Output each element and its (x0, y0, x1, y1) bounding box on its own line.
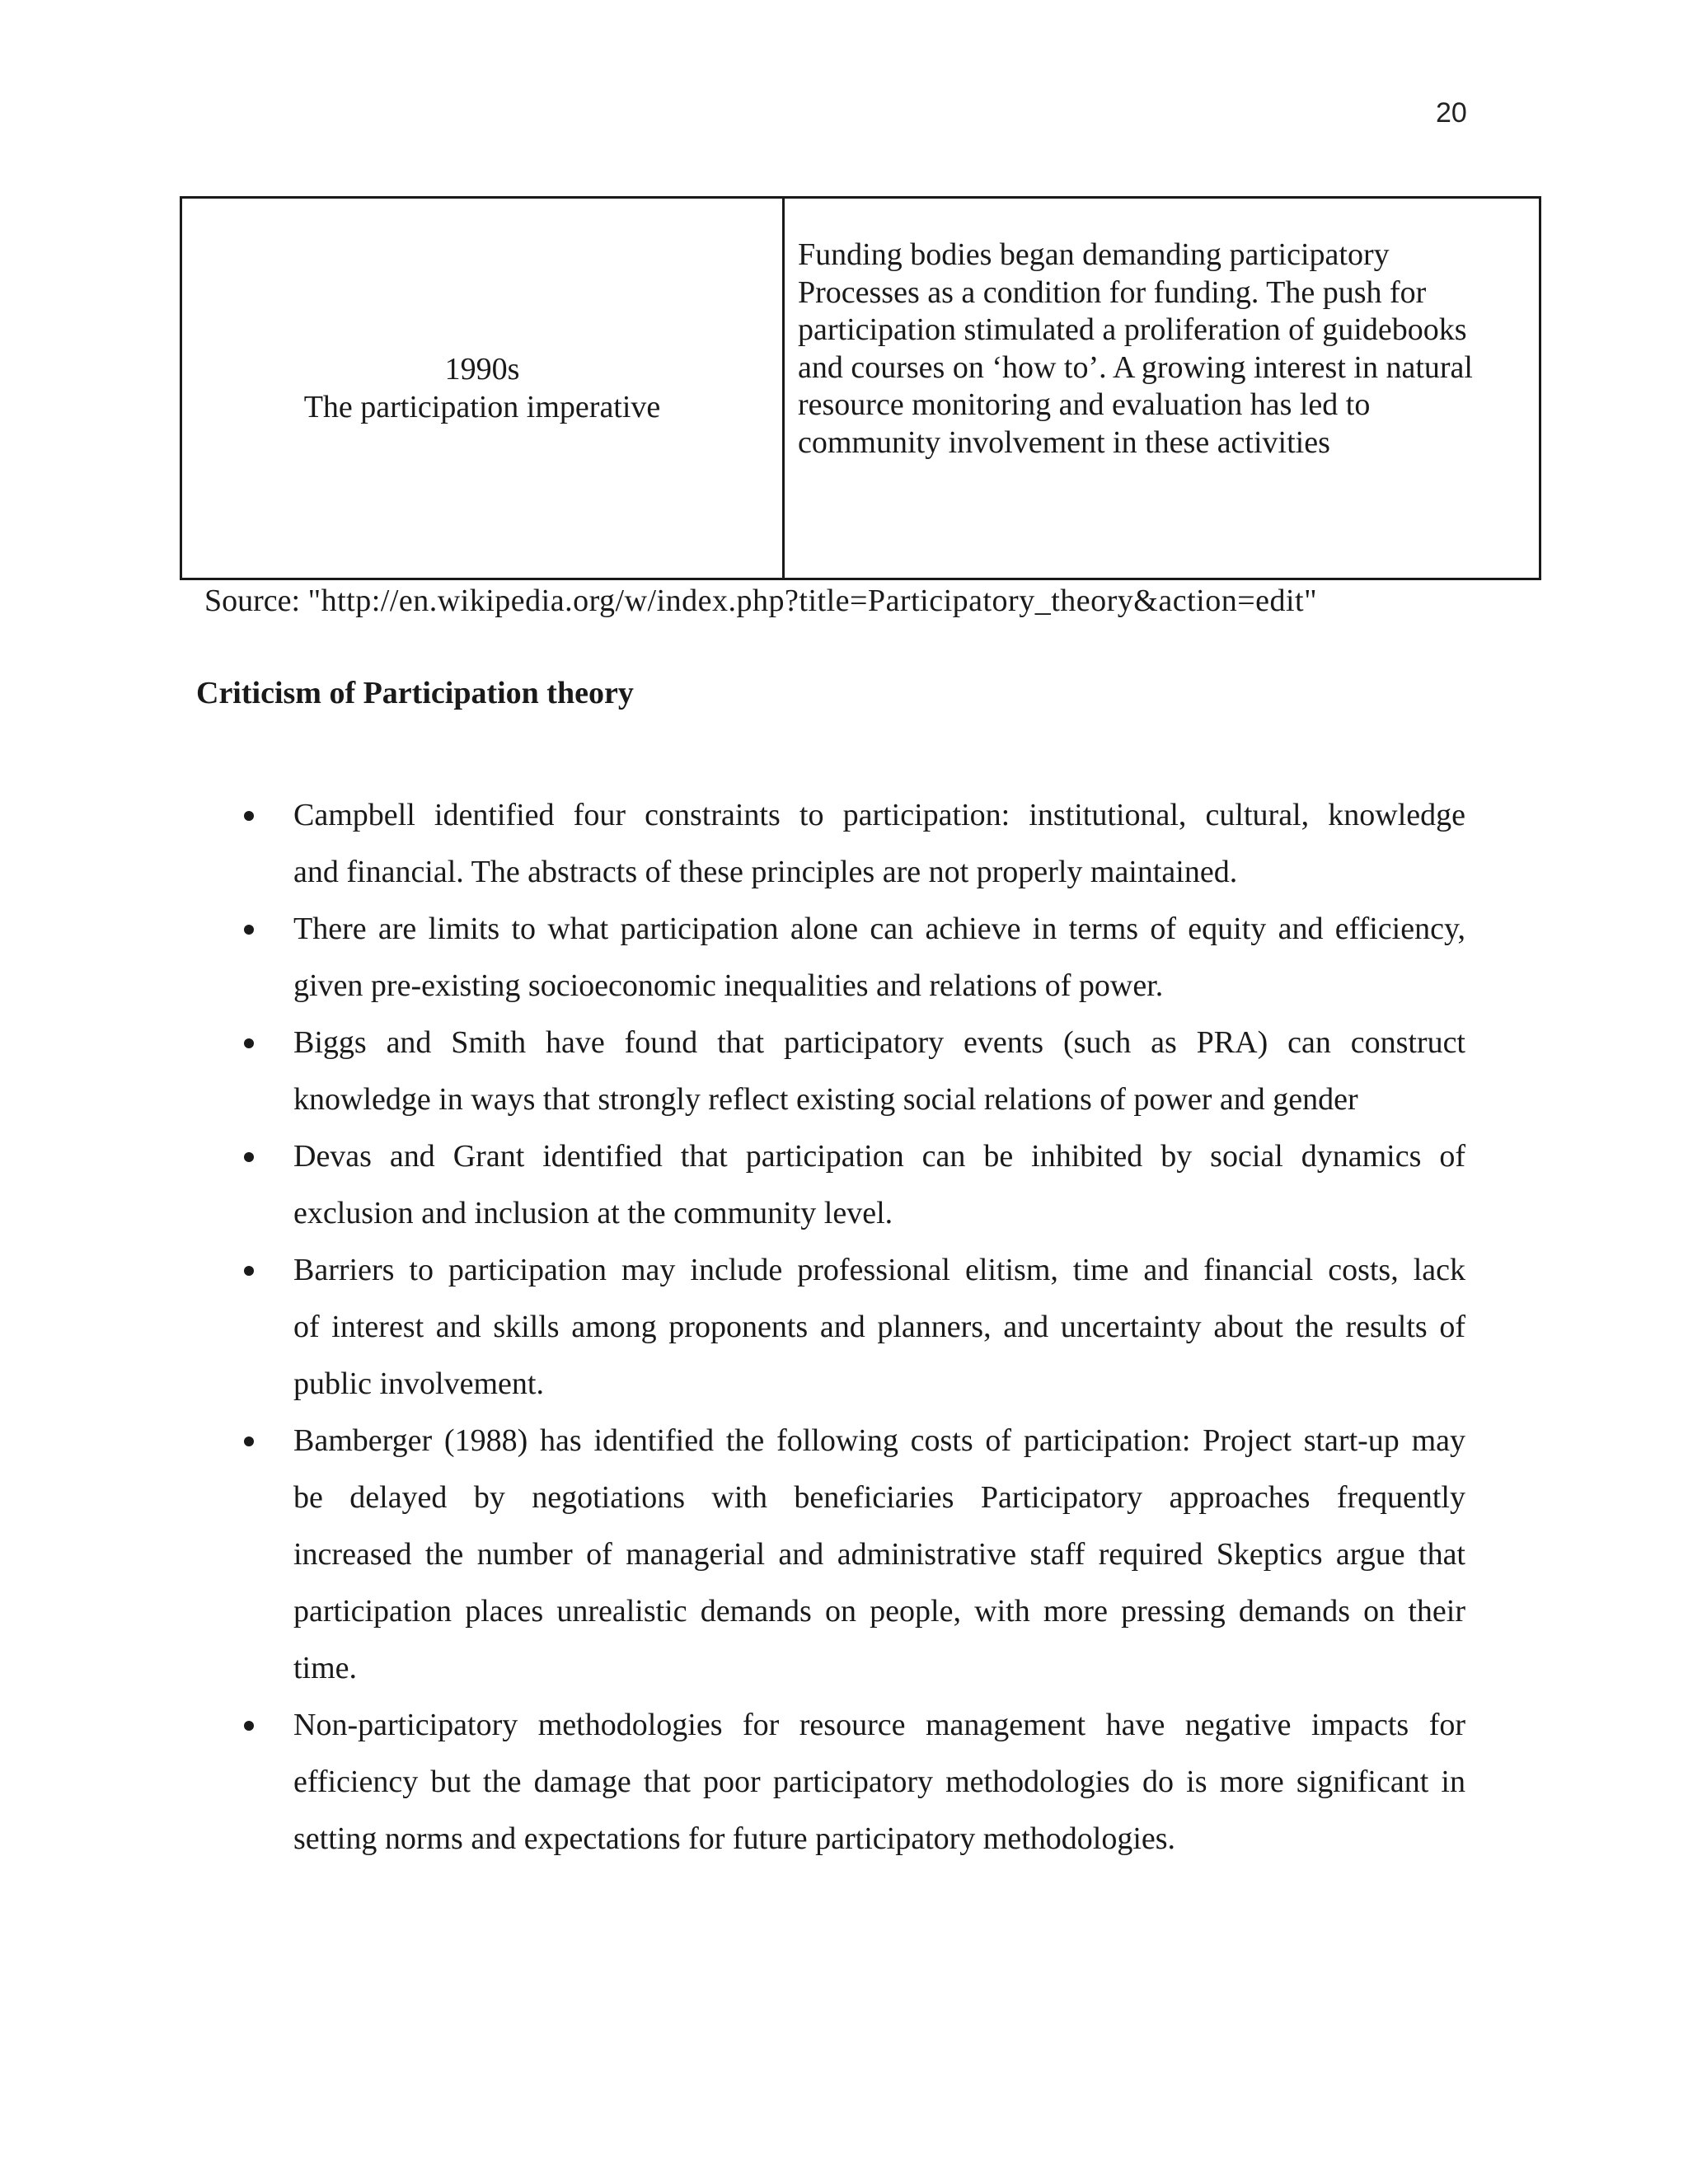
description-text (798, 199, 1539, 462)
description-cell (784, 198, 1540, 579)
description-line: and courses on ‘how to’. A growing interest in natural (798, 349, 1473, 385)
bullet-icon (244, 1721, 254, 1731)
page-number: 20 (1436, 97, 1467, 129)
era-cell (181, 198, 784, 579)
list-item (244, 787, 1465, 901)
list-item-line: be delayed by negotiations with beneficiaries Participatory approaches frequently (293, 1480, 1465, 1515)
bullet-icon (244, 1152, 254, 1162)
source-label: Source: (204, 583, 308, 618)
list-item (244, 1015, 1465, 1128)
description-line: resource monitoring and evaluation has led to (798, 387, 1371, 422)
list-item-line: and financial. The abstracts of these principles are not properly maintained. (293, 855, 1238, 889)
list-item-line: public involvement. (293, 1366, 544, 1401)
list-item (244, 1242, 1465, 1413)
source-citation (204, 582, 1317, 620)
criticism-list (244, 787, 1465, 1868)
participation-timeline-table (180, 196, 1541, 580)
source-url: "http://en.wikipedia.org/w/index.php?title=Participatory_theory&action=edit" (307, 583, 1318, 618)
list-item-line: exclusion and inclusion at the community level. (293, 1196, 893, 1230)
description-line: Processes as a condition for funding. The push for (798, 274, 1427, 310)
description-line: Funding bodies began demanding participatory (798, 237, 1390, 272)
list-item-line: given pre-existing socioeconomic inequalities and relations of power. (293, 968, 1164, 1003)
section-heading: Criticism of Participation theory (196, 676, 634, 710)
list-item-line: increased the number of managerial and administrative staff required Skeptics argue that (293, 1537, 1465, 1572)
bullet-icon (244, 1038, 254, 1048)
description-line: participation stimulated a proliferation of guidebooks (798, 312, 1467, 347)
list-item (244, 1697, 1465, 1868)
bullet-icon (244, 925, 254, 935)
list-item-line: participation places unrealistic demands on people, with more pressing demands on their (293, 1594, 1465, 1629)
list-item-line: Barriers to participation may include professional elitism, time and financial costs, lack (293, 1253, 1465, 1287)
list-item-line: of interest and skills among proponents and planners, and uncertainty about the results of (293, 1310, 1465, 1344)
list-item-line: Non-participatory methodologies for resource management have negative impacts for (293, 1708, 1465, 1742)
list-item (244, 1413, 1465, 1697)
list-item (244, 1128, 1465, 1242)
list-item (244, 901, 1465, 1015)
bullet-icon (244, 1266, 254, 1276)
bullet-icon (244, 811, 254, 821)
list-item-line: There are limits to what participation alone can achieve in terms of equity and efficiency, (293, 912, 1465, 946)
list-item-line: Biggs and Smith have found that participatory events (such as PRA) can construct (293, 1025, 1465, 1060)
table-row (181, 198, 1540, 579)
list-item-line: Campbell identified four constraints to participation: institutional, cultural, knowledge (293, 798, 1465, 832)
list-item-line: Bamberger (1988) has identified the following costs of participation: Project start-up may (293, 1423, 1465, 1458)
list-item-line: efficiency but the damage that poor participatory methodologies do is more significant in (293, 1765, 1465, 1799)
description-line: community involvement in these activities (798, 424, 1330, 460)
bullet-icon (244, 1436, 254, 1446)
era-year: 1990s (444, 352, 520, 387)
list-item-line: knowledge in ways that strongly reflect existing social relations of power and gender (293, 1082, 1358, 1117)
era-label: The participation imperative (303, 390, 661, 424)
list-item-line: Devas and Grant identified that participation can be inhibited by social dynamics of (293, 1139, 1465, 1174)
list-item-line: setting norms and expectations for future participatory methodologies. (293, 1821, 1176, 1856)
list-item-line: time. (293, 1651, 358, 1685)
